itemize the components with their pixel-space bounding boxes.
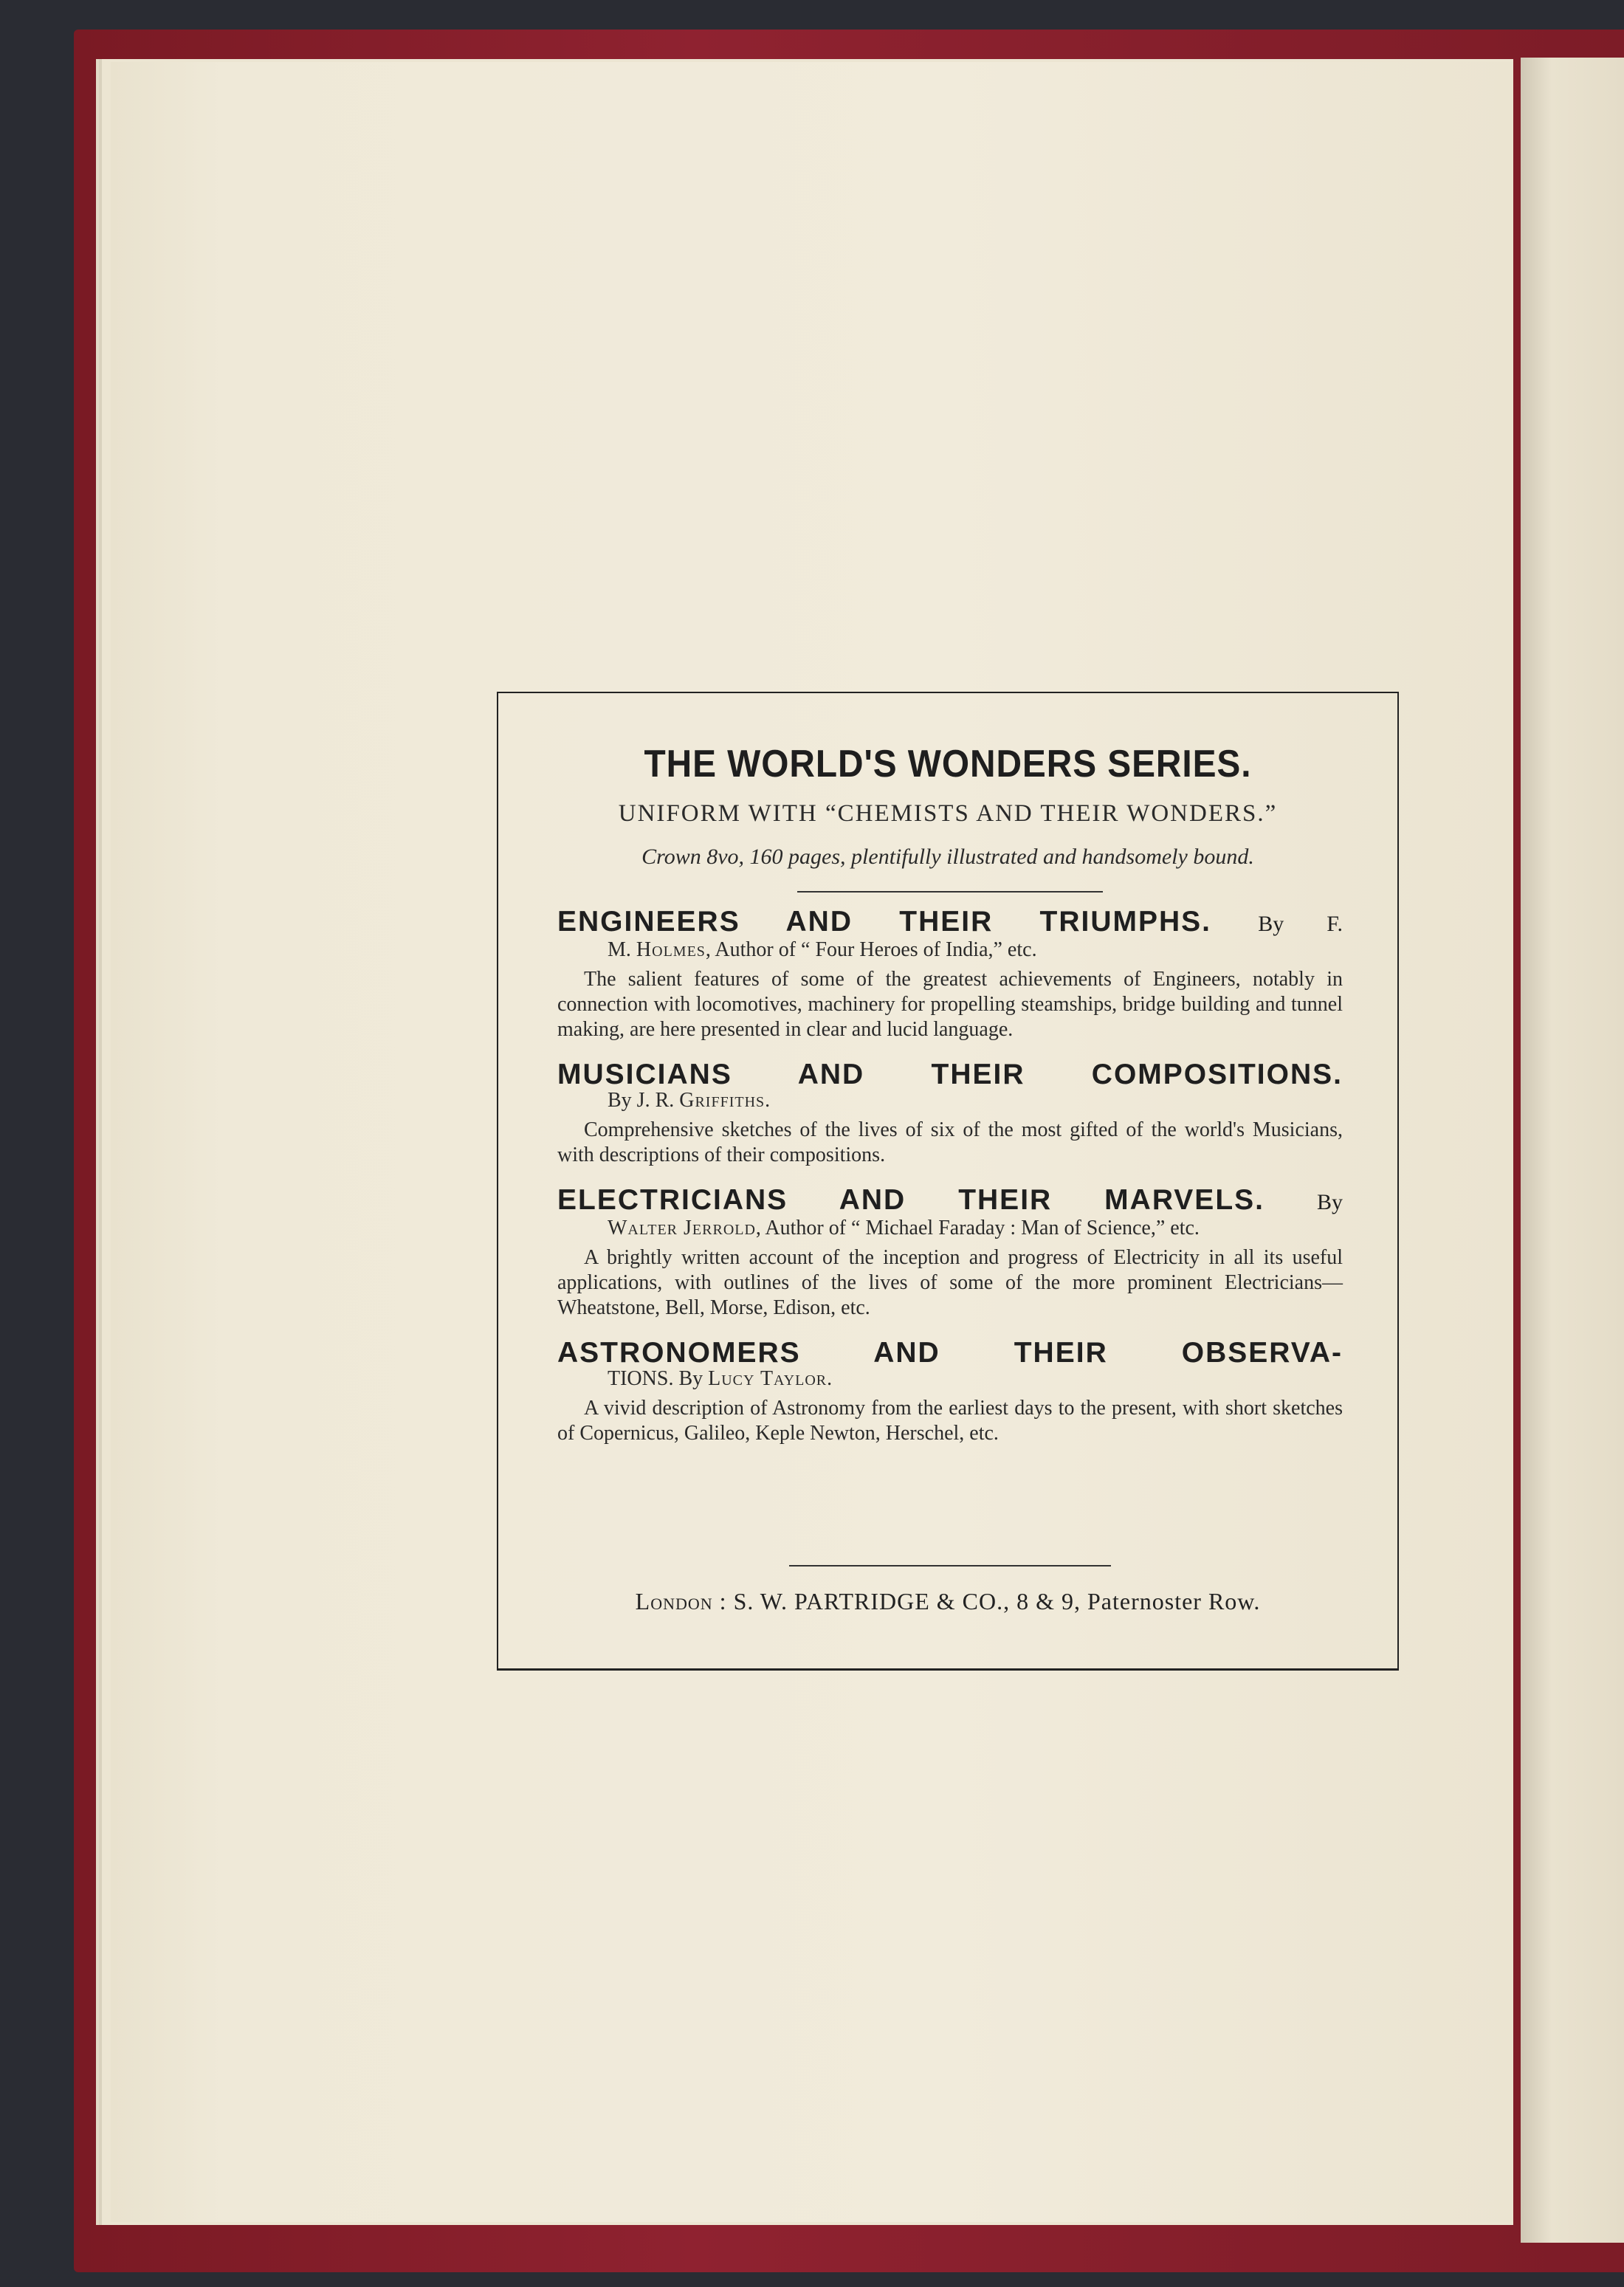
book-entry-astronomers xyxy=(557,1338,1343,1446)
book-title-text: ASTRONOMERS AND THEIR OBSERVA- xyxy=(557,1337,1343,1369)
format-line: Crown 8vo, 160 pages, plentifully illustrated and handsomely bound. xyxy=(641,845,1254,869)
divider-bottom xyxy=(789,1565,1111,1566)
book-author xyxy=(557,1090,1343,1112)
endpaper-page xyxy=(111,62,1513,2222)
series-title: THE WORLD'S WONDERS SERIES. xyxy=(644,743,1252,785)
book-author xyxy=(557,1217,1343,1239)
book-description: A vivid description of Astronomy from the earliest days to the present, with short sketches of Copernicus, Galileo, Keple Newton, Herschel, etc. xyxy=(557,1397,1343,1445)
publisher-line xyxy=(498,1588,1397,1615)
advertisement-frame xyxy=(497,692,1399,1671)
book-entry-musicians xyxy=(557,1060,1343,1168)
book-title xyxy=(557,1186,1343,1217)
book-description: The salient features of some of the greatest achievements of Engineers, notably in connection with locomotives, machinery for propelling steamships, bridge building and tunnel making, are here presented in clear and lucid language. xyxy=(557,968,1343,1041)
book-title-text: MUSICIANS AND THEIR COMPOSITIONS. xyxy=(557,1059,1343,1090)
author-name: Walter Jerrold xyxy=(608,1217,756,1239)
author-suffix: . xyxy=(827,1367,833,1390)
author-suffix: . xyxy=(765,1089,771,1112)
book-description: Comprehensive sketches of the lives of six of the most gifted of the world's Musicians, with descriptions of their compositions. xyxy=(557,1118,1343,1166)
author-prefix: M. xyxy=(608,938,631,961)
book-by: By F. xyxy=(1258,912,1343,936)
book-author xyxy=(557,939,1343,961)
book-author xyxy=(557,1368,1343,1390)
book-title xyxy=(557,907,1343,939)
book-title-text: ELECTRICIANS AND THEIR MARVELS. xyxy=(557,1184,1265,1216)
facing-page-edge xyxy=(1521,58,1624,2243)
book-entry-electricians xyxy=(557,1186,1343,1321)
book-description: A brightly written account of the inception and progress of Electricity in all its useful applications, with outlines of the lives of some of the more prominent Electricians—Wheatstone, Bell, Morse, Edison, etc. xyxy=(557,1246,1343,1319)
author-prefix: By J. R. xyxy=(608,1089,675,1112)
book-list xyxy=(557,907,1343,1446)
book-title xyxy=(557,1338,1343,1368)
author-name: Holmes xyxy=(636,938,706,961)
book-entry-engineers xyxy=(557,907,1343,1042)
author-name: Lucy Taylor xyxy=(708,1367,828,1390)
author-prefix: TIONS. By xyxy=(608,1367,703,1390)
publisher-details: : S. W. PARTRIDGE & CO., 8 & 9, Paternoster Row. xyxy=(719,1588,1261,1614)
author-suffix: , Author of “ Michael Faraday : Man of Science,” etc. xyxy=(755,1217,1200,1239)
author-name: Griffiths xyxy=(679,1089,765,1112)
author-suffix: , Author of “ Four Heroes of India,” etc. xyxy=(705,938,1037,961)
book-by: By xyxy=(1316,1190,1343,1214)
book-title xyxy=(557,1060,1343,1090)
book-title-text: ENGINEERS AND THEIR TRIUMPHS. xyxy=(557,906,1212,938)
publisher-city: London xyxy=(635,1588,713,1614)
uniform-line: UNIFORM WITH “CHEMISTS AND THEIR WONDERS.” xyxy=(618,800,1278,827)
divider-top xyxy=(797,891,1103,893)
